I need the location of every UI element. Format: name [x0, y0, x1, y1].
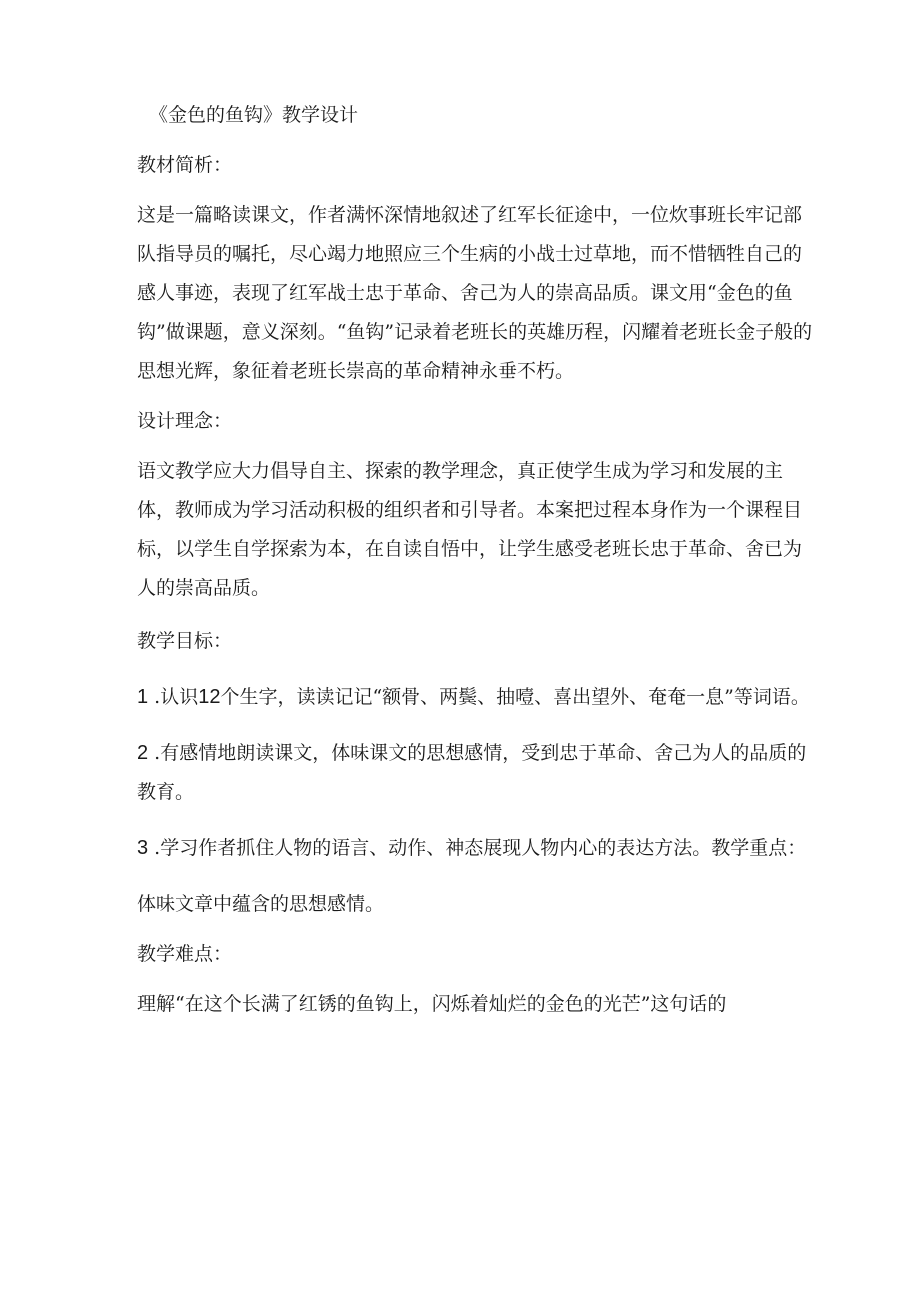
goal-item-1: [137, 678, 817, 717]
material-paragraph: 这是一篇略读课文，作者满怀深情地叙述了红军长征途中，一位炊事班长牢记部队指导员的嘱托，尽心竭力地照应三个生病的小战士过草地，而不惜牺牲自己的感人事迹，表现了红军战士忠于革命、舍己为人的崇高品质。课文用“金色的鱼钩”做课题，意义深刻。“鱼钩”记录着老班长的英雄历程，闪耀着老班长金子般的思想光辉，象征着老班长崇高的革命精神永垂不朽。: [137, 204, 813, 382]
goal-number: 3: [137, 837, 149, 859]
difficulty-paragraph: 理解“在这个长满了红锈的鱼钩上，闪烁着灿烂的金色的光芒”这句话的: [137, 993, 727, 1015]
material-heading: 教材简析：: [137, 154, 233, 176]
character-count: 12: [198, 686, 221, 708]
goals-heading: 教学目标：: [137, 630, 233, 652]
goal-text: .学习作者抓住人物的语言、动作、神态展现人物内心的表达方法。教学重点：: [148, 837, 807, 859]
goal-item-2: [137, 734, 817, 812]
document-body: [137, 96, 817, 1024]
document-title: 《金色的鱼钩》教学设计: [149, 104, 359, 126]
goal-item-3: [137, 829, 817, 868]
goal-number: 2: [137, 742, 149, 764]
key-point-paragraph: 体味文章中蕴含的思想感情。: [137, 893, 385, 915]
concept-paragraph: 语文教学应大力倡导自主、探索的教学理念，真正使学生成为学习和发展的主体，教师成为学习活动积极的组织者和引导者。本案把过程本身作为一个课程目标，以学生自学探索为本，在自读自悟中，让学生感受老班长忠于革命、舍已为人的崇高品质。: [137, 460, 803, 599]
goal-text: 个生字，读读记记“额骨、两鬓、抽噎、喜出望外、奄奄一息”等词语。: [220, 686, 810, 708]
goal-text: .有感情地朗读课文，体味课文的思想感情，受到忠于革命、舍己为人的品质的教育。: [137, 742, 807, 803]
concept-heading: 设计理念：: [137, 410, 233, 432]
goal-number: 1: [137, 686, 149, 708]
difficulty-heading: 教学难点：: [137, 943, 233, 965]
goal-text: .认识: [148, 686, 199, 708]
